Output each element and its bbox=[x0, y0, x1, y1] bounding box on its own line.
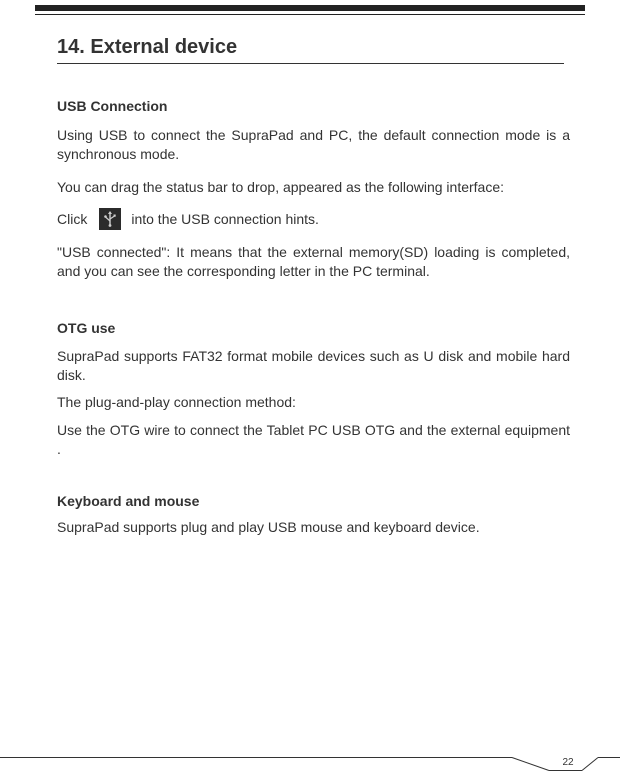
otg-paragraph-1: SupraPad supports FAT32 format mobile devices such as U disk and mobile hard disk. bbox=[57, 348, 570, 383]
otg-paragraph-2: The plug-and-play connection method: bbox=[57, 394, 296, 410]
header-rule-thin bbox=[35, 14, 585, 15]
usb-connection-heading: USB Connection bbox=[57, 98, 168, 114]
page-title: 14. External device bbox=[57, 36, 238, 58]
keyboard-mouse-heading: Keyboard and mouse bbox=[57, 493, 200, 509]
usb-click-line bbox=[57, 208, 570, 230]
click-prefix: Click bbox=[57, 210, 88, 227]
usb-paragraph-1: Using USB to connect the SupraPad and PC, the default connection mode is a synchronous mode. bbox=[57, 127, 570, 162]
keyboard-paragraph-1: SupraPad supports plug and play USB mouse and keyboard device. bbox=[57, 519, 480, 535]
usb-paragraph-3: "USB connected": It means that the external memory(SD) loading is completed, and you can see the corresponding letter in the PC terminal. bbox=[57, 244, 570, 279]
usb-icon bbox=[99, 208, 121, 230]
otg-paragraph-3: Use the OTG wire to connect the Tablet PC USB OTG and the external equipment . bbox=[57, 422, 570, 457]
click-suffix: into the USB connection hints. bbox=[131, 210, 319, 227]
usb-paragraph-2: You can drag the status bar to drop, appeared as the following interface: bbox=[57, 179, 505, 195]
header-rule-thick bbox=[35, 5, 585, 11]
otg-use-heading: OTG use bbox=[57, 320, 116, 336]
page-number: 22 bbox=[562, 757, 574, 768]
title-underline bbox=[57, 63, 564, 64]
